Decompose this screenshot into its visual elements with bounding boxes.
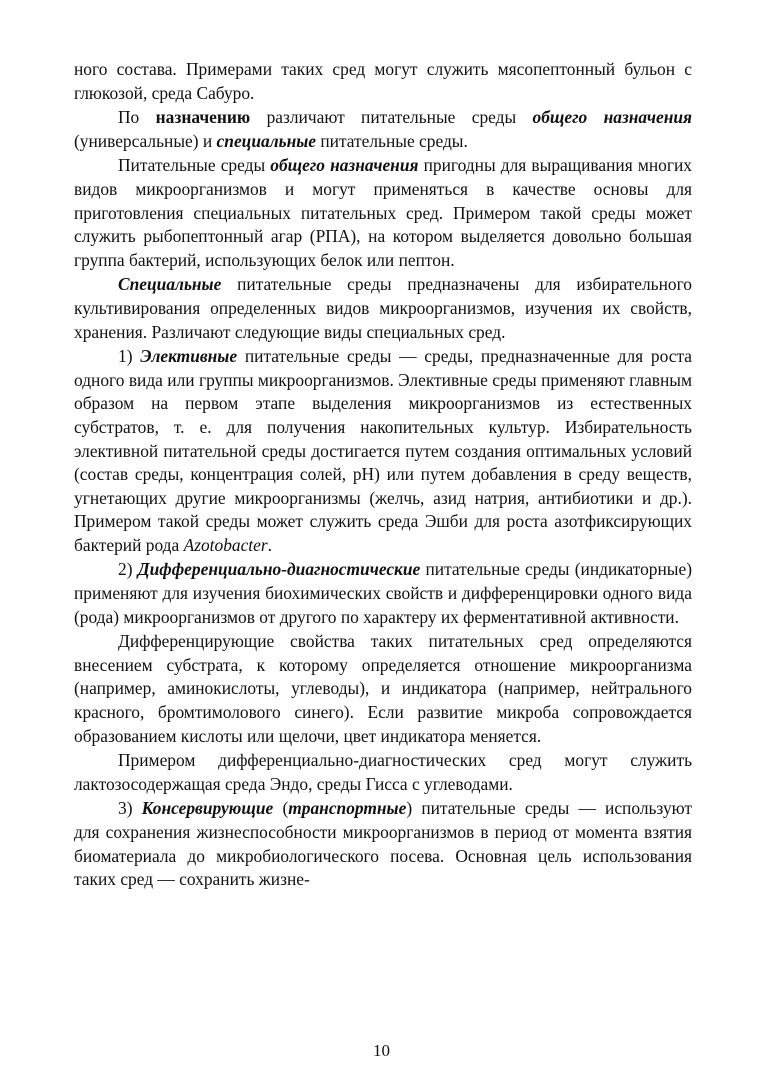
bold-italic-term: Элективные	[140, 346, 238, 367]
bold-italic-term: Консервирующие	[141, 798, 274, 819]
bold-italic-term: Специальные	[118, 274, 222, 295]
bold-italic-term: Дифференциально-диагностические	[137, 559, 421, 580]
paragraph	[74, 749, 692, 796]
text-run: 3)	[118, 798, 142, 819]
paragraph	[74, 345, 692, 557]
italic-term: Azotobacter	[183, 534, 268, 555]
text-run: пригодны для выращивания многих видов микроорганизмов и могут применяться в качестве основы для приготовления специальных питательных сред. Примером такой среды может служить рыбопептонный агар (РПА), на котором выделяется довольно большая группа бактерий, использующих белок или пептон.	[74, 155, 693, 270]
text-run: Питательные среды	[118, 155, 271, 176]
bold-italic-term: общего назначения	[270, 155, 419, 176]
text-run: .	[267, 534, 272, 555]
paragraph	[74, 154, 692, 272]
bold-italic-term: транспортные	[288, 798, 407, 819]
paragraph	[74, 797, 692, 891]
text-run: ного состава. Примерами таких сред могут служить мясопептонный бульон с глюкозой, среда Сабуро.	[74, 59, 692, 103]
bold-italic-term: общего назначения	[532, 107, 692, 128]
paragraph	[74, 630, 692, 748]
paragraph	[74, 273, 692, 344]
text-run: По	[118, 107, 156, 128]
text-run: Примером дифференциально-диагностических сред могут служить лактозосодержащая среда Эндо, среды Гисса с углеводами.	[74, 750, 692, 794]
page-body	[74, 58, 692, 892]
paragraph	[74, 58, 692, 105]
text-run: 1)	[118, 346, 141, 367]
page-number: 10	[373, 1041, 390, 1060]
text-run: питательные среды — среды, предназначенные для роста одного вида или группы микроорганизмов. Элективные среды применяют главным образом на первом этапе выделения микроорганизмов из естественных субстратов, т. е. для получения накопительных культур. Избирательность элективной питательной среды достигается путем создания оптимальных условий (состав среды, концентрация солей, pH) или путем добавления в среду веществ, угнетающих другие микроорганизмы (желчь, азид натрия, антибиотики и др.). Примером такой среды может служить среда Эшби для роста азотфиксирующих бактерий рода	[74, 346, 692, 555]
text-run: питательные среды (индикаторные) применяют для изучения биохимических свойств и дифференцировки одного вида (рода) микроорганизмов от другого по характеру их ферментативной активности.	[74, 559, 692, 627]
text-run: 2)	[118, 559, 138, 580]
bold-italic-term: специальные	[216, 130, 317, 151]
paragraph	[74, 558, 692, 629]
text-run: (	[273, 798, 289, 819]
text-run: Дифференцирующие свойства таких питательных сред определяются внесением субстрата, к которому определяется отношение микроорганизма (например, аминокислоты, углеводы), и индикатора (например, нейтрального красного, бромтимолового синего). Если развитие микроба сопровождается образованием кислоты или щелочи, цвет индикатора меняется.	[74, 631, 692, 746]
text-run: (универсальные) и	[74, 130, 217, 151]
text-run: различают питательные среды	[250, 107, 533, 128]
bold-term: назначению	[155, 107, 251, 128]
paragraph	[74, 106, 692, 153]
text-run: питательные среды.	[316, 130, 468, 151]
text-run: ) питательные среды — используют для сохранения жизнеспособности микроорганизмов в период от момента взятия биоматериала до микробиологического посева. Основная цель использования таких сред — сохранить жизне-	[74, 798, 692, 890]
text-run: питательные среды предназначены для избирательного культивирования определенных видов микроорганизмов, изучения их свойств, хранения. Различают следующие виды специальных сред.	[74, 274, 692, 342]
